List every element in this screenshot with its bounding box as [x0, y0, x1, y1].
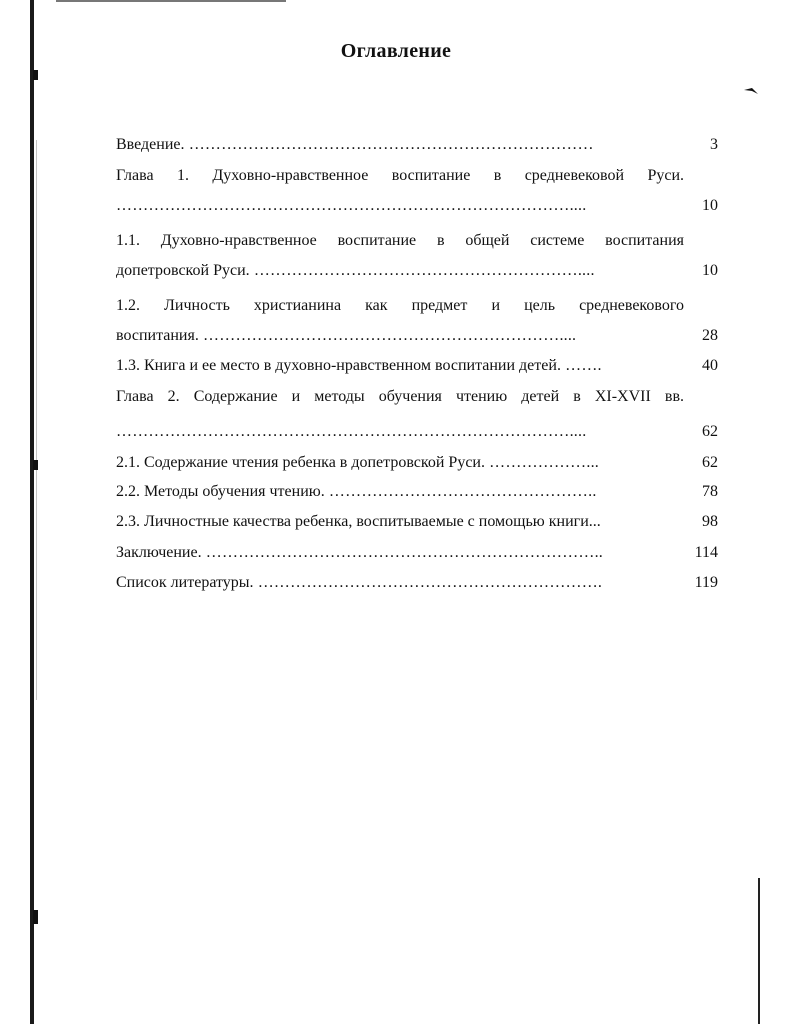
scan-edge-top — [56, 0, 286, 2]
toc-entry-section-1-1-line2[interactable] — [116, 256, 726, 286]
toc-page-number: 10 — [702, 197, 718, 214]
toc-leader-dots: ………………………………………………………………………….... — [116, 197, 587, 214]
toc-entry-text: 1.2. Личность христианина как предмет и цель средневекового — [116, 297, 684, 314]
toc-page-number: 3 — [710, 136, 718, 153]
toc-entry-introduction[interactable] — [116, 130, 726, 160]
scan-blob — [33, 460, 38, 470]
toc-page-number: 98 — [702, 513, 718, 530]
scan-blob — [33, 910, 38, 924]
toc-entry-text: Заключение. ……………………………………………………………….. — [116, 544, 603, 561]
toc-entry-conclusion[interactable] — [116, 538, 726, 568]
toc-entry-chapter-2-title[interactable] — [116, 382, 726, 412]
toc-entry-section-1-3[interactable] — [116, 351, 726, 381]
toc-entry-text: 2.1. Содержание чтения ребенка в допетровской Руси. ………………... — [116, 454, 599, 471]
toc-entry-section-2-2[interactable] — [116, 477, 726, 507]
scan-edge-left — [30, 0, 34, 1024]
toc-entry-chapter-1-title[interactable] — [116, 161, 726, 191]
toc-page-number: 40 — [702, 357, 718, 374]
toc-leader-dots: ………………………………………………………………………….... — [116, 423, 587, 440]
toc-entry-chapter-1-dots — [116, 191, 726, 221]
toc-entry-text: Глава 2. Содержание и методы обучения чтению детей в XI-XVII вв. — [116, 388, 684, 405]
toc-entry-text: Глава 1. Духовно-нравственное воспитание в средневековой Руси. — [116, 167, 684, 184]
toc-page-number: 10 — [702, 262, 718, 279]
toc-page-number: 62 — [702, 454, 718, 471]
toc-entry-text: Введение. ………………………………………………………………… — [116, 136, 594, 153]
toc-entry-section-2-3[interactable] — [116, 507, 726, 537]
toc-entry-text: 1.3. Книга и ее место в духовно-нравственном воспитании детей. ……. — [116, 357, 602, 374]
toc-page-number: 62 — [702, 423, 718, 440]
toc-entry-text: воспитания. ………………………………………………………….... — [116, 327, 577, 344]
toc-entry-text: 2.2. Методы обучения чтению. ………………………………………….. — [116, 483, 597, 500]
toc-entry-text: 2.3. Личностные качества ребенка, воспитываемые с помощью книги... — [116, 513, 601, 530]
scan-blob — [33, 70, 38, 80]
toc-entry-section-2-1[interactable] — [116, 448, 726, 478]
toc-entry-text: Список литературы. ………………………………………………………. — [116, 574, 603, 591]
scan-edge-left-faint — [36, 140, 37, 700]
toc-entry-section-1-2-line1[interactable] — [116, 291, 726, 321]
toc-entry-bibliography[interactable] — [116, 568, 726, 598]
toc-entry-text: допетровской Руси. …………………………………………………….... — [116, 262, 595, 279]
toc-entry-chapter-2-dots — [116, 417, 726, 447]
toc-page-number: 119 — [694, 574, 718, 591]
toc-entry-text: 1.1. Духовно-нравственное воспитание в общей системе воспитания — [116, 232, 684, 249]
toc-page-number: 28 — [702, 327, 718, 344]
scan-speck-icon — [744, 88, 758, 94]
page-title: Оглавление — [340, 40, 452, 62]
toc-entry-section-1-2-line2[interactable] — [116, 321, 726, 351]
toc-page-number: 114 — [694, 544, 718, 561]
toc-page-number: 78 — [702, 483, 718, 500]
toc-entry-section-1-1-line1[interactable] — [116, 226, 726, 256]
scan-edge-right — [758, 878, 760, 1024]
